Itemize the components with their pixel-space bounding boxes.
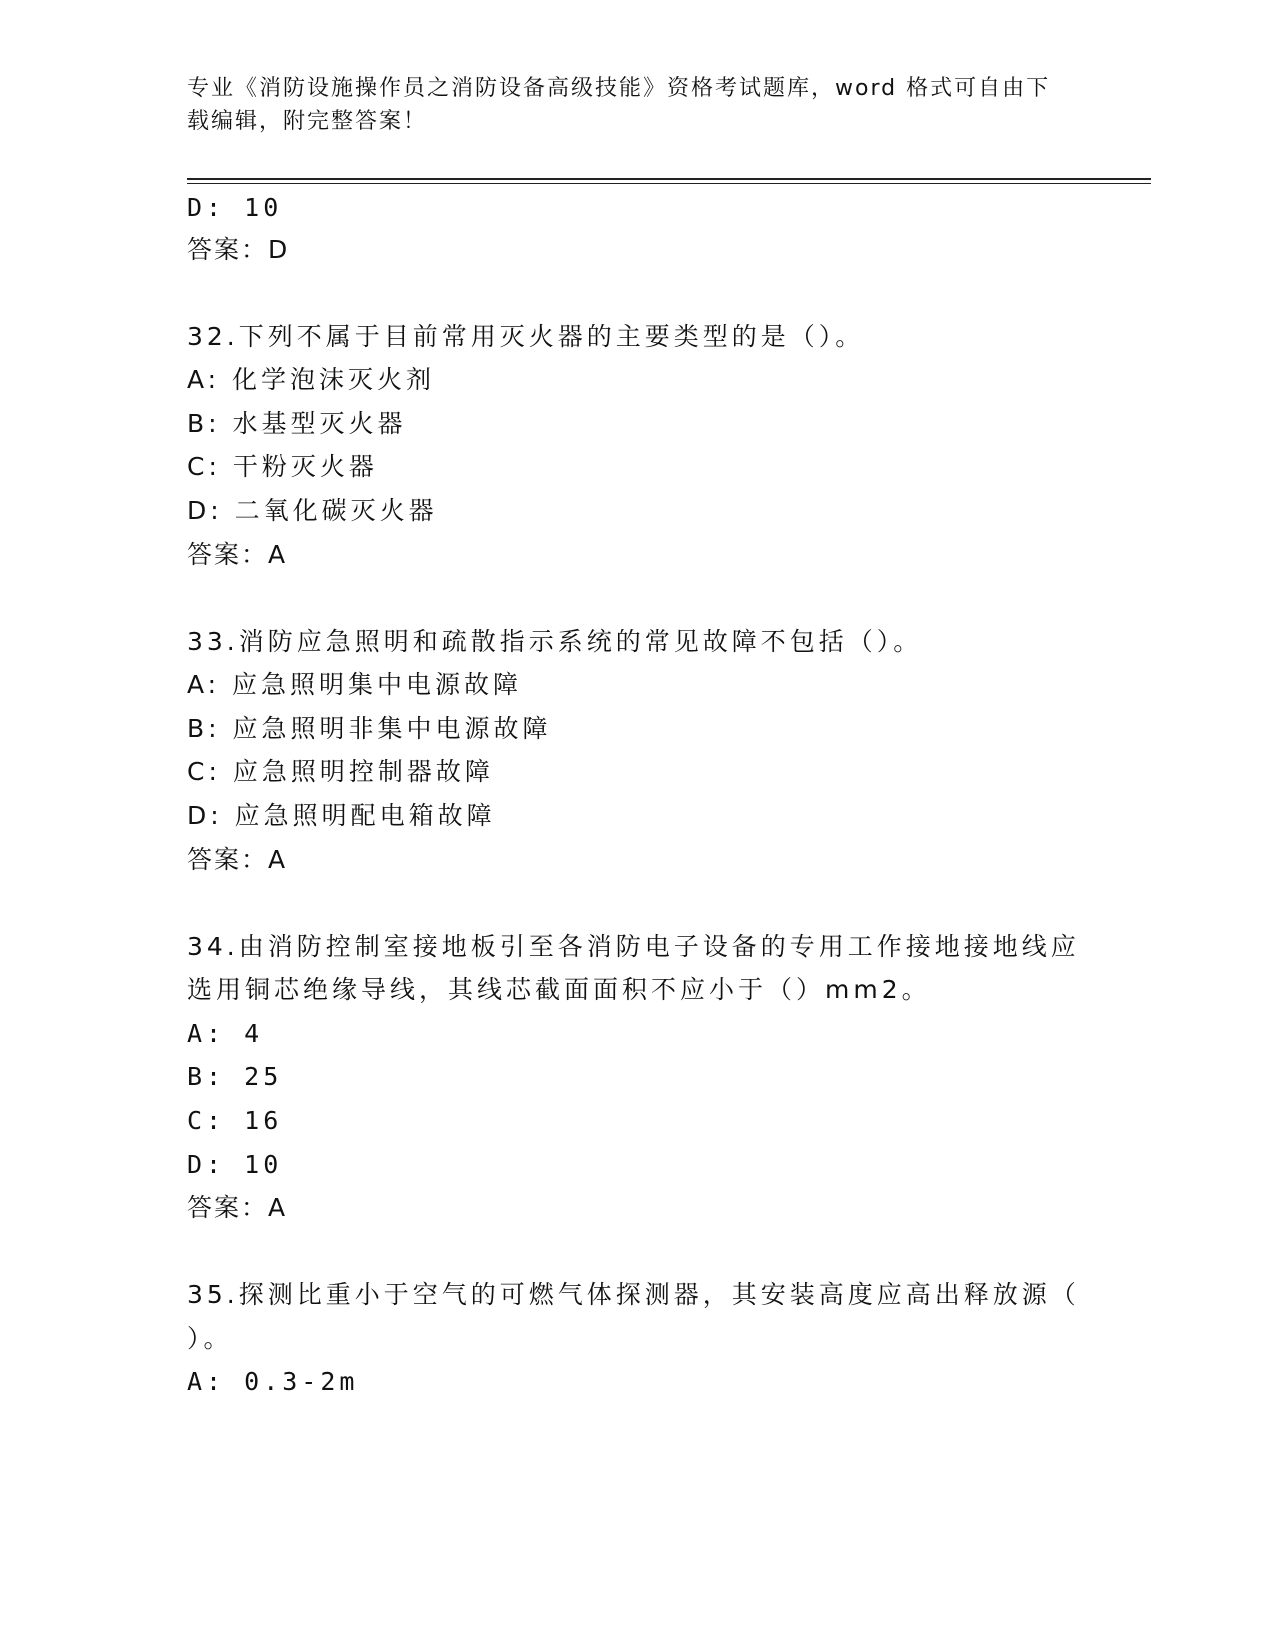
header-line-1: 专业《消防设施操作员之消防设备高级技能》资格考试题库，word 格式可自由下 [187,76,1051,101]
prev-answer: 答案：D [187,235,290,264]
q35-option-a: A: 0.3-2m [187,1367,359,1396]
q35-title-line-2: ）。 [187,1324,233,1353]
q33-option-c: C: 应急照明控制器故障 [187,757,494,786]
q34-option-d: D: 10 [187,1150,283,1179]
q33-answer: 答案：A [187,845,288,874]
header-line-2: 载编辑，附完整答案！ [187,109,428,134]
q34-option-a: A: 4 [187,1019,264,1048]
q34-title-line-1: 34.由消防控制室接地板引至各消防电子设备的专用工作接地接地线应 [187,932,1080,961]
q32-option-b: B: 水基型灭火器 [187,409,407,438]
q33-option-a: A: 应急照明集中电源故障 [187,670,523,699]
prev-option-d: D: 10 [187,193,283,222]
q34-title-line-2: 选用铜芯绝缘导线，其线芯截面面积不应小于（）mm2。 [187,975,931,1004]
header-divider-thin [187,183,1151,184]
q32-option-c: C: 干粉灭火器 [187,452,378,481]
q32-title: 32.下列不属于目前常用灭火器的主要类型的是（）。 [187,322,865,351]
header-divider [187,178,1151,180]
q33-option-d: D: 应急照明配电箱故障 [187,801,496,830]
q32-option-a: A: 化学泡沫灭火剂 [187,365,436,394]
q32-answer: 答案：A [187,540,288,569]
q34-option-c: C: 16 [187,1106,283,1135]
q32-option-d: D: 二氧化碳灭火器 [187,496,438,525]
q34-answer: 答案：A [187,1193,288,1222]
q33-title: 33.消防应急照明和疏散指示系统的常见故障不包括（）。 [187,627,923,656]
q33-option-b: B: 应急照明非集中电源故障 [187,714,552,743]
q35-title-line-1: 35.探测比重小于空气的可燃气体探测器，其安装高度应高出释放源（ [187,1280,1080,1309]
document-header [187,72,1067,138]
q34-option-b: B: 25 [187,1062,283,1091]
